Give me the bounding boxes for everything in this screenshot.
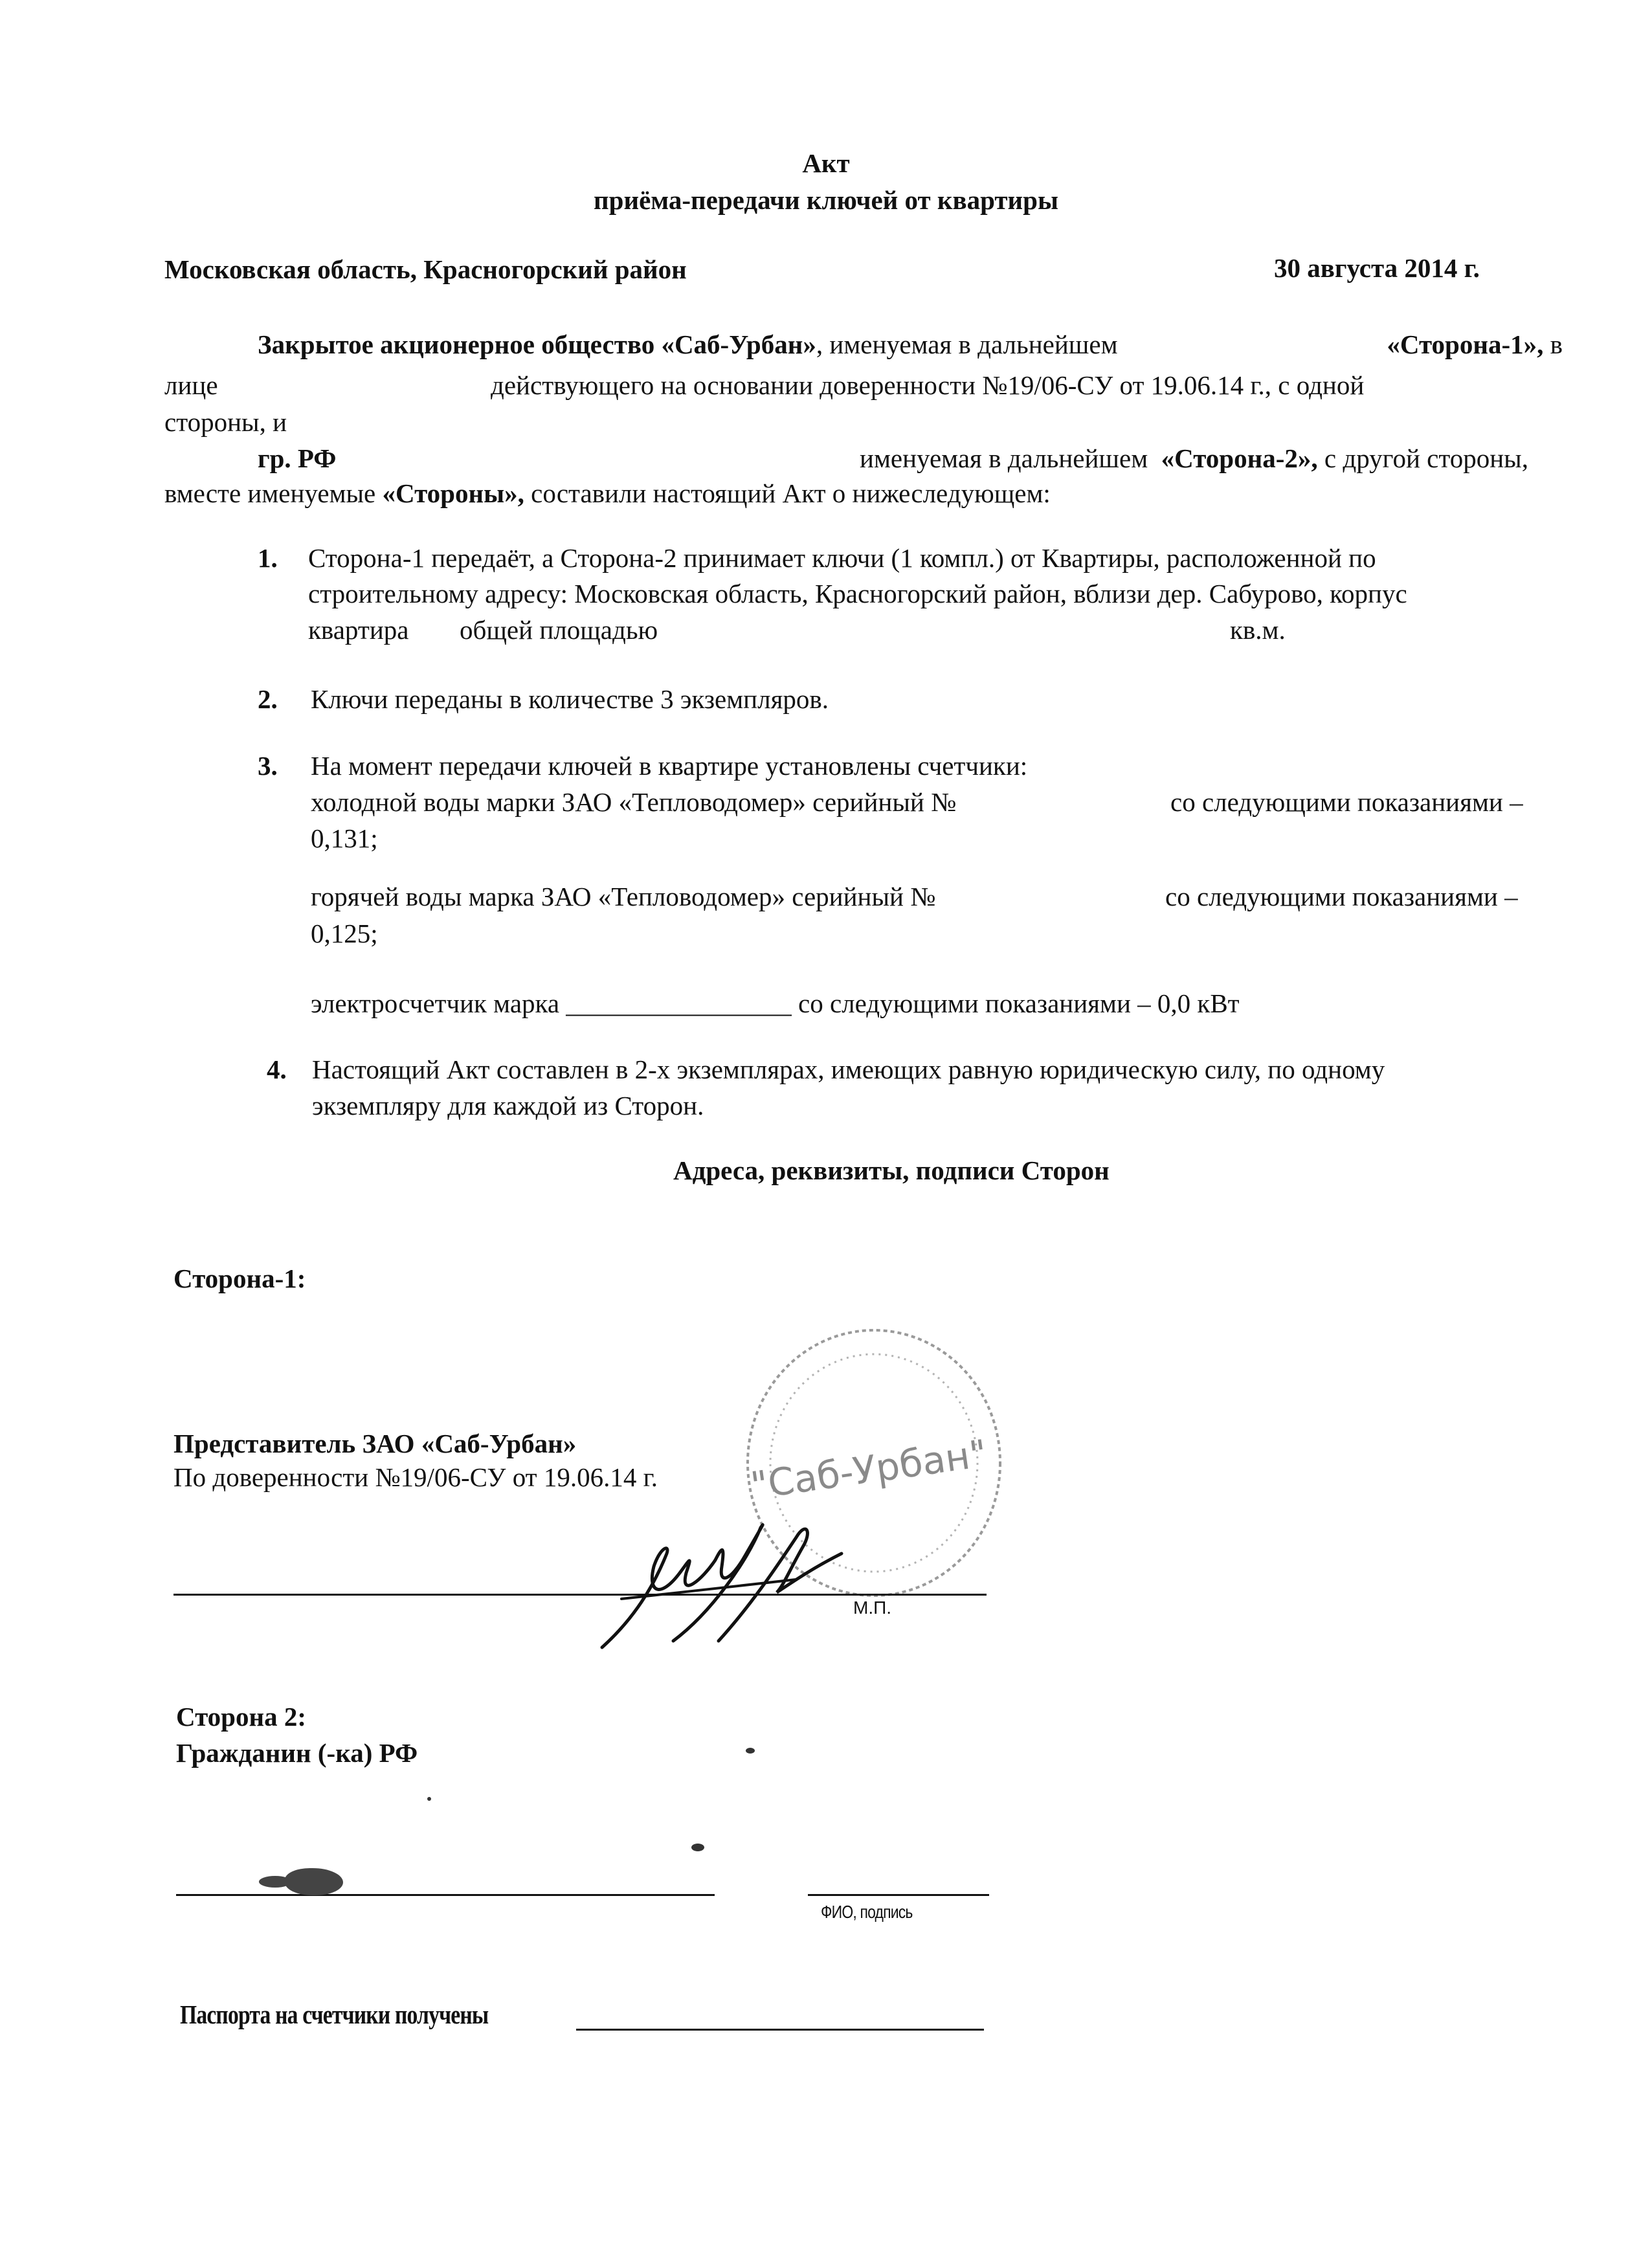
document-title: Акт <box>802 148 850 178</box>
item-1-line-2: строительному адресу: Московская область, Красногорский район, вблизи дер. Сабурово, корпус <box>308 579 1407 608</box>
signatures-heading: Адреса, реквизиты, подписи Сторон <box>673 1155 1110 1185</box>
hot-water-value: 0,125; <box>311 919 378 948</box>
party2-line: именуемая в дальнейшем «Сторона-2», с другой стороны, <box>860 443 1528 473</box>
item-4-line-2: экземпляру для каждой из Сторон. <box>312 1091 704 1120</box>
intro-line-2b: действующего на основании доверенности №19/06-СУ от 19.06.14 г., с одной <box>491 370 1365 400</box>
item-1-line-3b: общей площадью <box>460 615 658 645</box>
representative-basis: По доверенности №19/06-СУ от 19.06.14 г. <box>173 1462 658 1492</box>
intro-line-3: стороны, и <box>164 407 287 437</box>
representative-title: Представитель ЗАО «Саб-Урбан» <box>173 1429 577 1458</box>
document-date: 30 августа 2014 г. <box>1274 253 1480 283</box>
redaction-blot <box>259 1876 291 1888</box>
document-subtitle: приёма-передачи ключей от квартиры <box>594 185 1058 215</box>
stamp-text: "Саб-Урбан" <box>748 1431 990 1508</box>
item-2-number: 2. <box>258 684 278 714</box>
redaction-blot <box>285 1868 343 1895</box>
item-1-line-3c: кв.м. <box>1230 615 1286 645</box>
citizen-label: Гражданин (-ка) РФ <box>176 1738 418 1768</box>
party2-signature-label: Сторона 2: <box>176 1702 306 1732</box>
item-1-number: 1. <box>258 543 278 573</box>
hot-water-meter: горячей воды марка ЗАО «Тепловодомер» серийный № <box>311 882 936 911</box>
cold-water-value: 0,131; <box>311 823 378 853</box>
hot-water-tail: со следующими показаниями – <box>1165 882 1518 911</box>
item-3-number: 3. <box>258 751 278 781</box>
party2-label: гр. РФ <box>258 443 337 473</box>
passports-label: Паспорта на счетчики получены <box>180 2000 489 2029</box>
electric-meter: электросчетчик марка _________________ со следующими показаниями – 0,0 кВт <box>311 988 1240 1018</box>
parties-alias: «Стороны», <box>382 478 524 508</box>
party1-signature-label: Сторона-1: <box>173 1264 306 1293</box>
item-1-line-3a: квартира <box>308 615 409 645</box>
party1-alias: «Сторона-1», <box>1387 329 1544 359</box>
party2-name-line <box>176 1894 715 1896</box>
party2-alias: «Сторона-2», <box>1161 443 1318 473</box>
item-2-text: Ключи переданы в количестве 3 экземпляров. <box>311 684 829 714</box>
together-line: вместе именуемые «Стороны», составили настоящий Акт о нижеследующем: <box>164 478 1051 508</box>
document-place: Московская область, Красногорский район <box>164 254 687 284</box>
item-1-line-1: Сторона-1 передаёт, а Сторона-2 принимает ключи (1 компл.) от Квартиры, расположенной по <box>308 543 1376 573</box>
mp-label: М.П. <box>853 1598 892 1618</box>
item-4-line-1: Настоящий Акт составлен в 2-х экземплярах, имеющих равную юридическую силу, по одному <box>312 1054 1385 1084</box>
scan-speck <box>427 1797 431 1801</box>
party1-name: Закрытое акционерное общество «Саб-Урбан» <box>258 329 816 359</box>
cold-water-meter: холодной воды марки ЗАО «Тепловодомер» серийный № <box>311 787 957 817</box>
scan-speck <box>746 1748 755 1754</box>
scan-speck <box>691 1844 704 1851</box>
party2-signature-line <box>808 1894 989 1896</box>
passports-line <box>576 2029 984 2031</box>
handwritten-signature <box>583 1508 893 1657</box>
cold-water-tail: со следующими показаниями – <box>1170 787 1523 817</box>
party1-signature-line <box>173 1594 987 1596</box>
fio-label: ФИО, подпись <box>821 1902 913 1922</box>
intro-line-1: Закрытое акционерное общество «Саб-Урбан», именуемая в дальнейшем «Сторона-1», в <box>258 329 1563 359</box>
intro-line-2a: лице <box>164 370 218 400</box>
item-3-line-1: На момент передачи ключей в квартире установлены счетчики: <box>311 751 1028 781</box>
item-4-number: 4. <box>267 1054 287 1084</box>
